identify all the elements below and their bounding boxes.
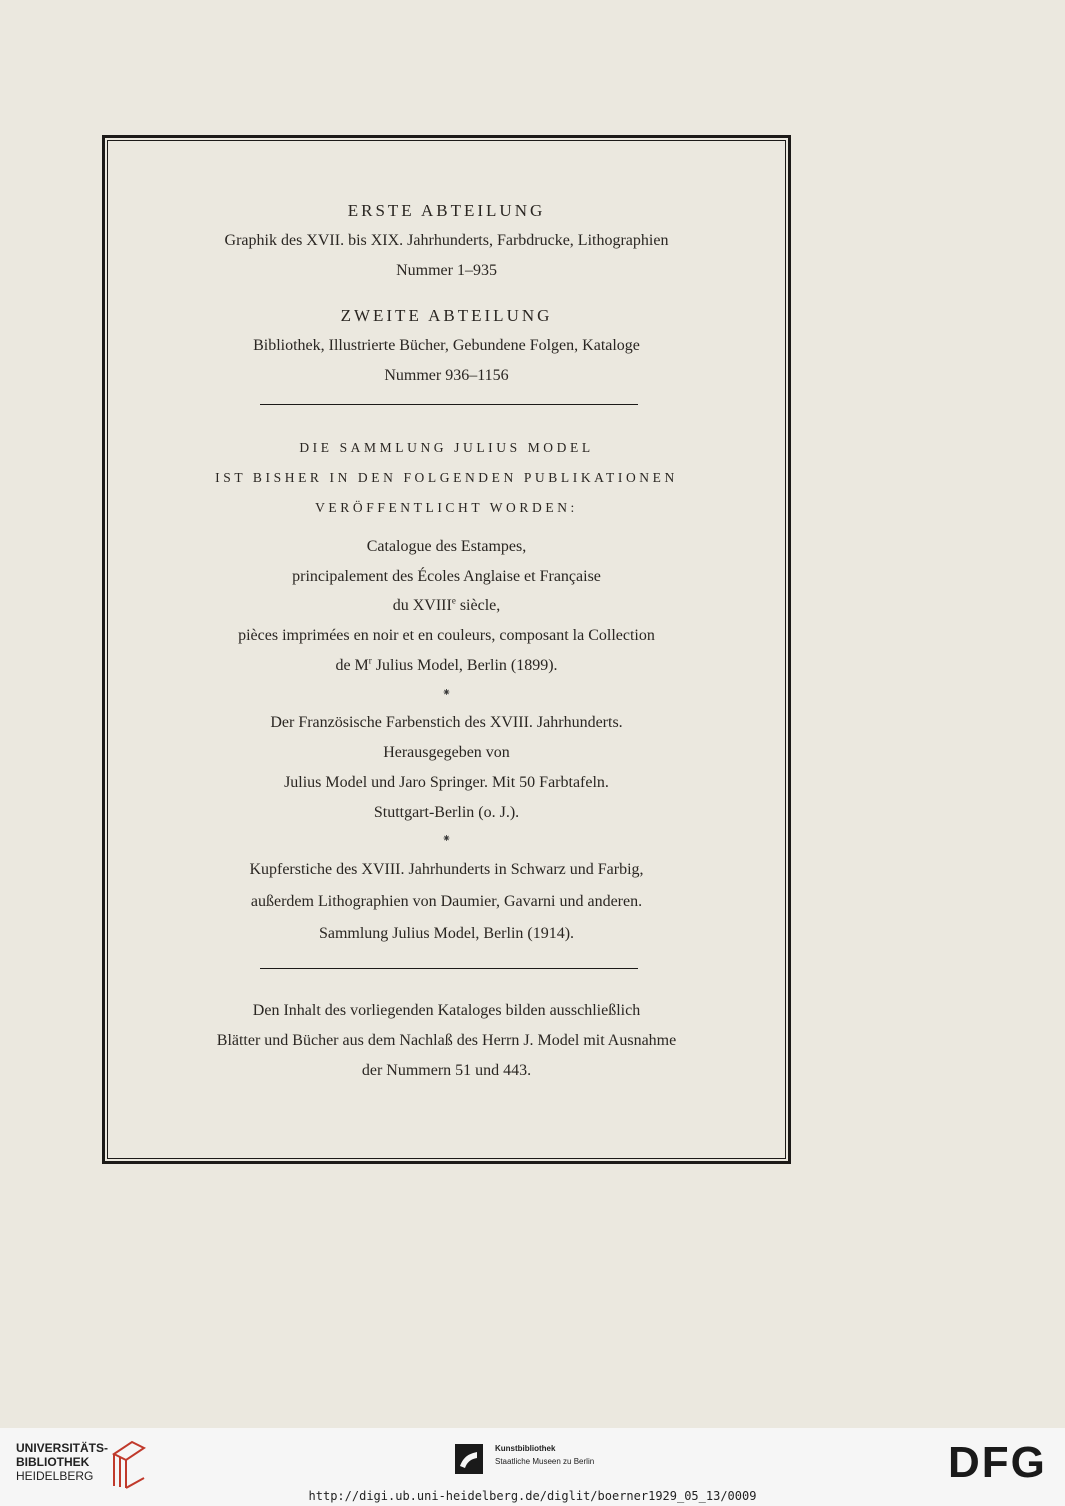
- pub1-line: principalement des Écoles Anglaise et Française: [292, 568, 601, 585]
- kunstbibliothek-mark-icon: [455, 1444, 483, 1474]
- closing-line: Blätter und Bücher aus dem Nachlaß des Herrn J. Model mit Ausnahme: [216, 1032, 677, 1049]
- section1-numbers: Nummer 1–935: [396, 262, 497, 279]
- pub1-line: de $M^r$ Julius Model, Berlin (1899).: [335, 655, 558, 674]
- divider-rule: [260, 968, 638, 969]
- pub3-line: Kupferstiche des XVIII. Jahrhunderts in Schwarz und Farbig,: [249, 861, 644, 878]
- footer-bar: UNIVERSITÄTS- BIBLIOTHEK HEIDELBERG Kunstbibliothek Staatliche Museen zu Berlin DFG http://digi.ub.uni-heidelberg.de/diglit/boerner1929_05_13/0009: [0, 1428, 1065, 1506]
- page-frame: [102, 135, 791, 1164]
- pub1-line: Catalogue des Estampes,: [366, 538, 527, 555]
- divider-rule: [260, 404, 638, 405]
- pub2-line: Herausgegeben von: [383, 744, 510, 761]
- publications-heading-line: IST BISHER IN DEN FOLGENDEN PUBLIKATIONEN: [215, 470, 678, 485]
- ub-heidelberg-mark-icon: [110, 1440, 146, 1490]
- ornament-icon: ⁕: [441, 833, 452, 845]
- section2-heading: ZWEITE ABTEILUNG: [340, 306, 553, 325]
- publications-heading-line: VERÖFFENTLICHT WORDEN:: [315, 500, 578, 515]
- section2-subtitle: Bibliothek, Illustrierte Bücher, Gebundene Folgen, Kataloge: [253, 337, 640, 354]
- section1-subtitle: Graphik des XVII. bis XIX. Jahrhunderts, Farbdrucke, Lithographien: [224, 232, 669, 249]
- ub-heidelberg-logo[interactable]: UNIVERSITÄTS- BIBLIOTHEK HEIDELBERG: [16, 1441, 109, 1483]
- dfg-logo[interactable]: DFG: [948, 1438, 1047, 1487]
- pub2-line: Stuttgart-Berlin (o. J.).: [373, 804, 520, 821]
- publications-heading-line: DIE SAMMLUNG JULIUS MODEL: [299, 440, 594, 455]
- pub2-line: Julius Model und Jaro Springer. Mit 50 Farbtafeln.: [284, 774, 609, 791]
- source-url-link[interactable]: http://digi.ub.uni-heidelberg.de/diglit/boerner1929_05_13/0009: [308, 1489, 757, 1503]
- closing-line: der Nummern 51 und 443.: [361, 1062, 532, 1079]
- pub1-line: pièces imprimées en noir et en couleurs, composant la Collection: [238, 627, 655, 644]
- ornament-icon: ⁕: [441, 687, 452, 699]
- pub1-line: du XVIIIe siècle,: [392, 595, 501, 614]
- pub2-line: Der Französische Farbenstich des XVIII. Jahrhunderts.: [270, 714, 623, 731]
- closing-line: Den Inhalt des vorliegenden Kataloges bilden ausschließlich: [252, 1002, 641, 1019]
- pub3-line: außerdem Lithographien von Daumier, Gavarni und anderen.: [250, 893, 643, 910]
- section1-heading: ERSTE ABTEILUNG: [347, 201, 546, 220]
- pub3-line: Sammlung Julius Model, Berlin (1914).: [318, 925, 575, 942]
- section2-numbers: Nummer 936–1156: [384, 367, 509, 384]
